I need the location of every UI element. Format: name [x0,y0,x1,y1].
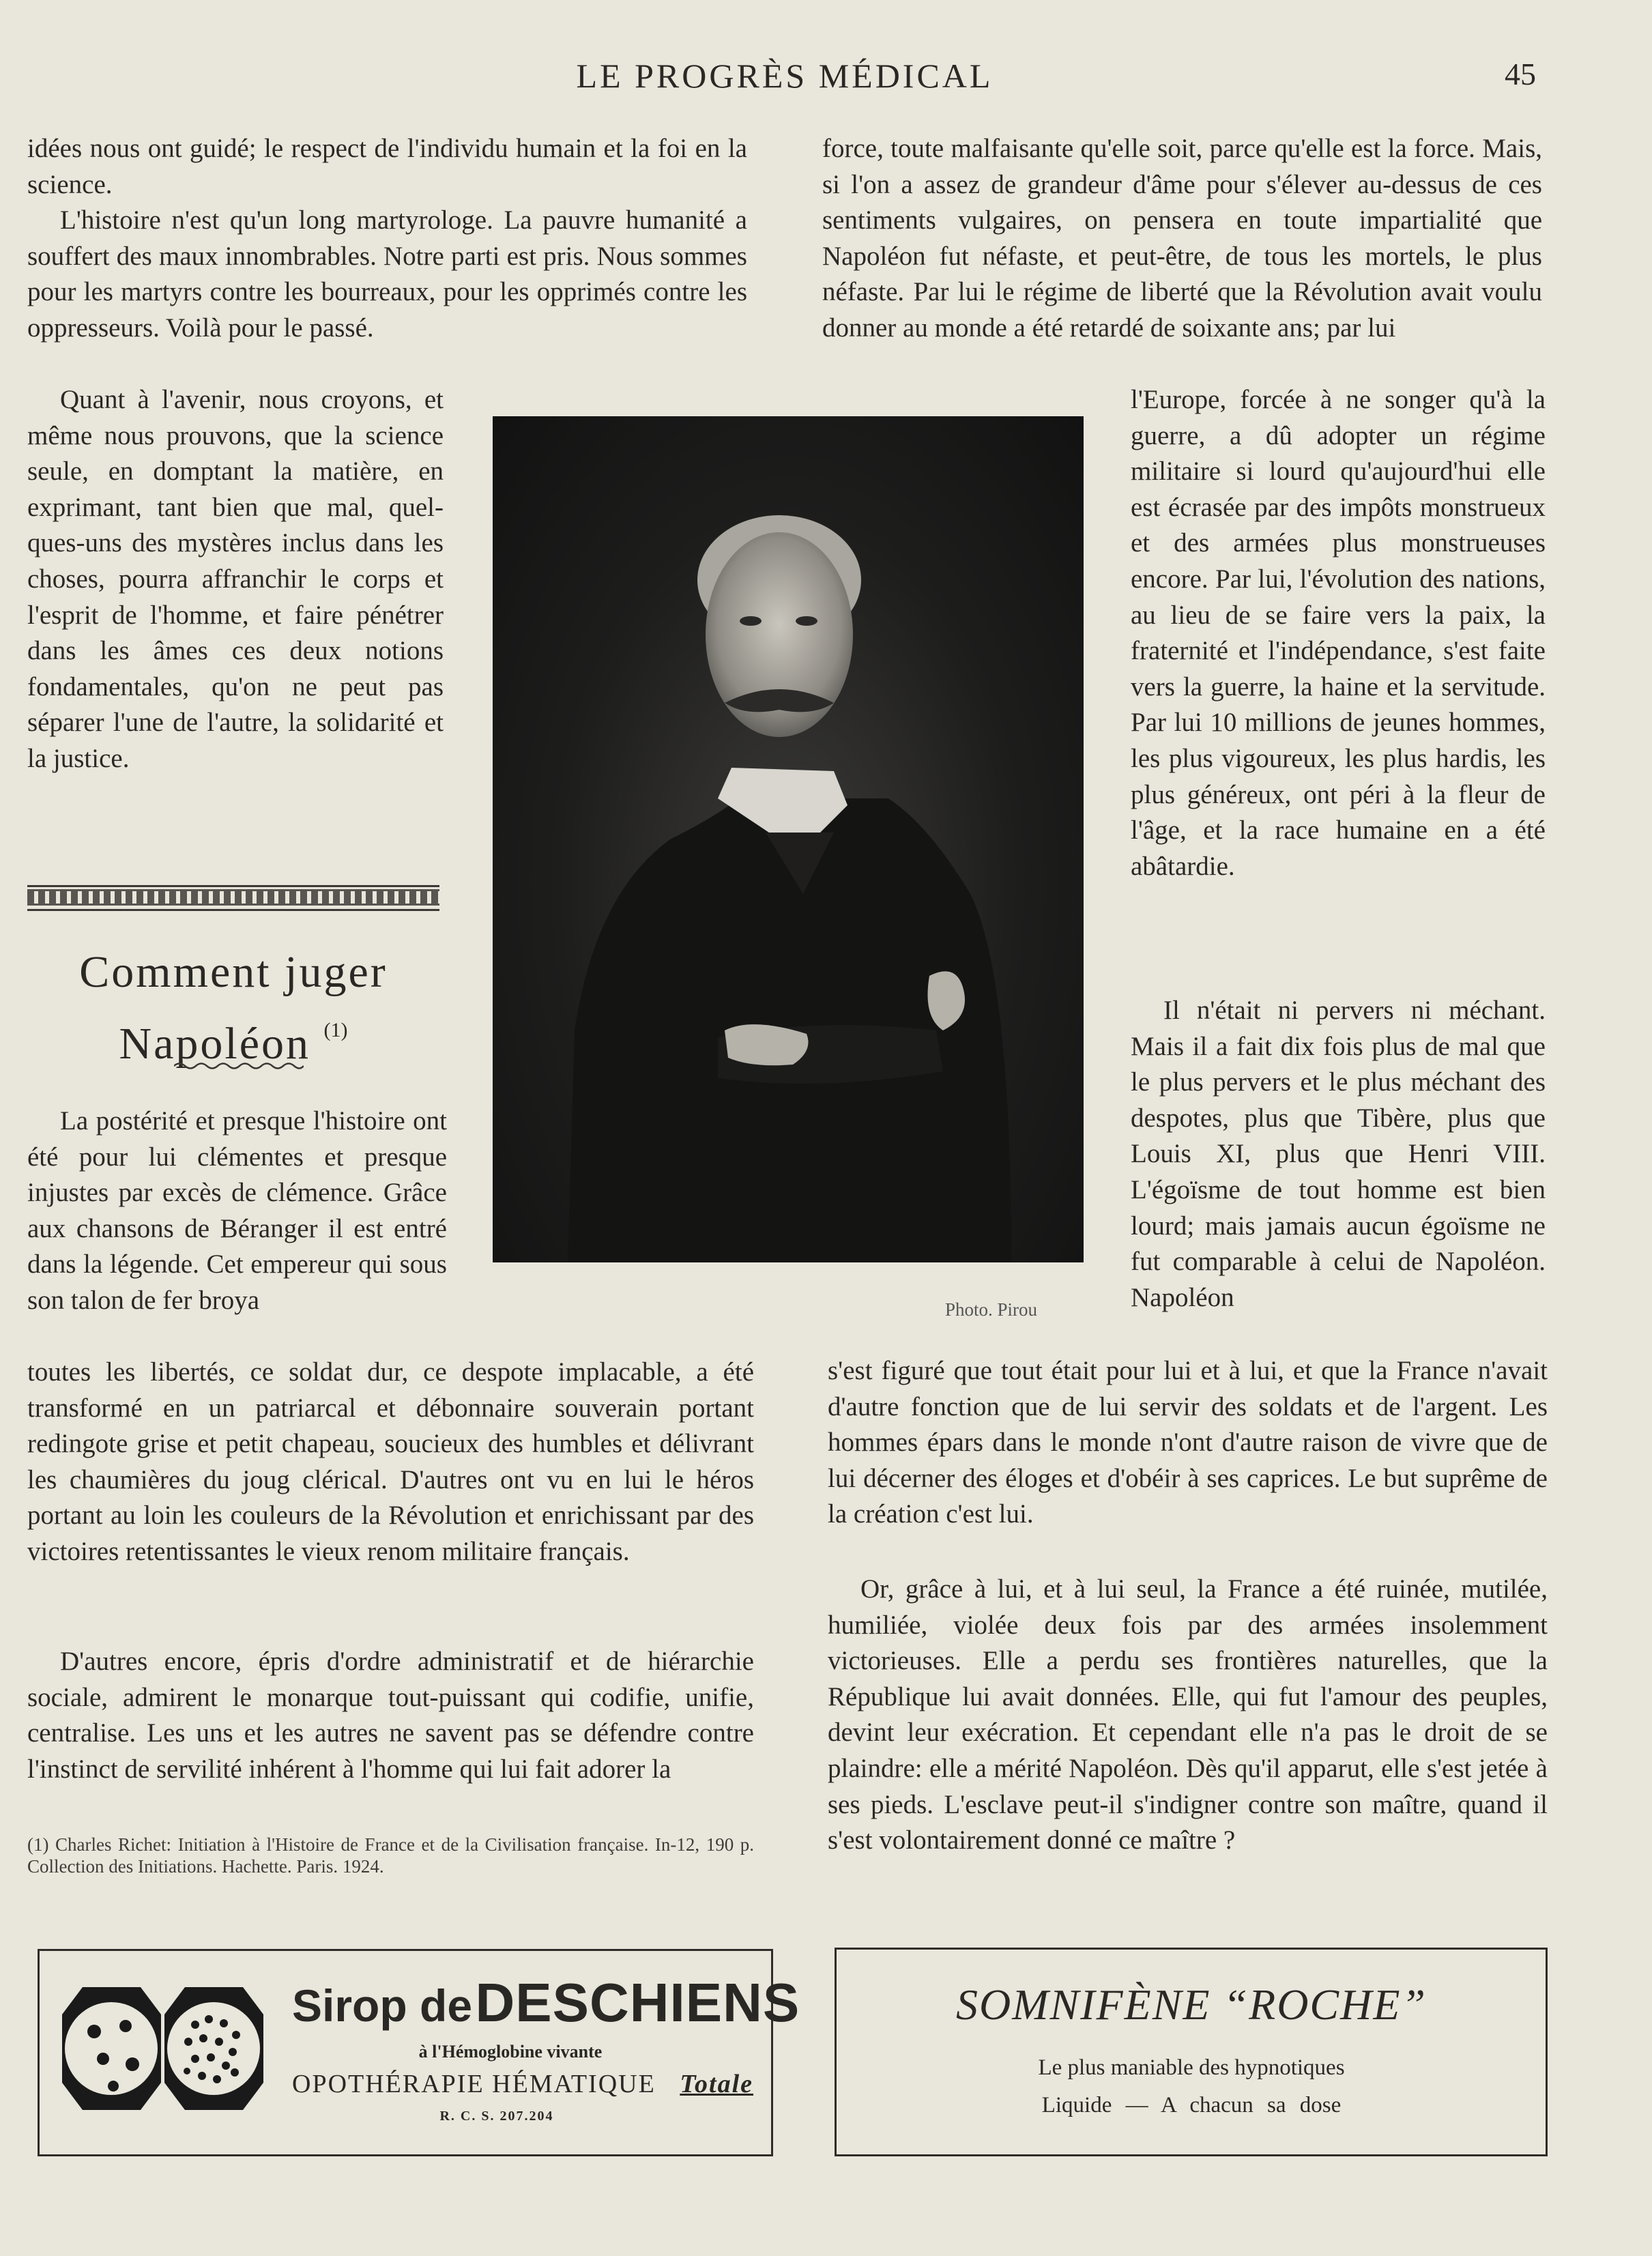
portrait-photo [493,416,1084,1262]
left-paragraph-2: L'histoire n'est qu'un long martyrologe. La pauvre humanité a souffert des maux innombrables. Notre parti est pris. Nous sommes pour les martyrs contre les bourreaux, pour les opprimés contre les oppresseurs. Voilà pour le passé. [27,205,747,343]
article-paragraph-1-narrow: La postérité et presque l'histoire ont été pour lui clémentes et presque injustes par excès de clémence. Grâce aux chansons de Béranger il est entré dans la légende. Cet empereur qui sous son talon de fer broya [27,1106,447,1315]
right-paragraph-1-wide: force, toute malfaisante qu'elle soit, parce qu'elle est la force. Mais, si l'on a assez de grandeur d'âme pour s'élever au-dessus de ces sentiments vulgaires, on pensera en toute impartialité que Napoléon fut néfaste, et peut-être, de tous les mortels, le plus néfaste. Par lui le régime de liberté que la Révolution avait voulu donner au monde a été retardé de soixante ans; par lui [822,134,1542,343]
right-paragraph-3: Or, grâce à lui, et à lui seul, la France a été ruinée, mutilée, humiliée, violée deux fois par des armées insolemment victorieuses. Elle a perdu ses frontières naturelles, que la République lui avait données. Elle, qui fut l'amour des peuples, devint leur exécration. Et cependant elle n'a pas le droit de se plaindre: elle a mérité Napoléon. Dès qu'il apparut, elle s'est jetée à ses pieds. L'esclave peut-il s'indigner contre son maître, quand il s'est volontairement donné ce maître ? [828,1574,1548,1855]
footnote: (1) Charles Richet: Initiation à l'Histoire de France et de la Civilisation française. In-12, 190 p. Collection des Initiations. Hachette. Paris. 1924. [27,1834,754,1877]
roche-title: SOMNIFÈNE “ROCHE” [956,1980,1427,2029]
left-paragraph-1: idées nous ont guidé; le respect de l'individu humain et la foi en la science. [27,134,747,199]
portrait-figure [493,416,1084,1262]
deschiens-rcs: R. C. S. 207.204 [439,2109,554,2124]
article-paragraph-2: D'autres encore, épris d'ordre administratif et de hiérarchie sociale, admirent le monarque tout-puissant qui codifie, unifie, centralise. Les uns et les autres ne savent pas se défendre contre l'instinct de servilité inhérent à l'homme qui lui fait adorer la [27,1647,754,1784]
photo-credit: Photo. Pirou [945,1299,1038,1320]
article-paragraph-1-wide: toutes les libertés, ce soldat dur, ce despote implacable, a été transformé en un patriarcal et débonnaire souverain portant redingote grise et petit chapeau, soucieux des humbles et délivrant les chaumières du joug clérical. D'autres ont vu en lui le héros portant au loin les couleurs de la Révolution et enrichissant par des victoires retentissantes le vieux renom militaire français. [27,1357,754,1566]
article-title-line-2: Napoléon $^{(1)}$ [119,1019,348,1069]
right-paragraph-2-narrow: Il n'était ni pervers ni méchant. Mais il a fait dix fois plus de mal que le plus pervers et le plus méchant des despotes, plus que Tibère, plus que Louis XI, plus que Henri VIII. L'égoïsme de tout homme est bien lourd; mais jamais aucun égoïsme ne fut comparable à celui de Napoléon. Napoléon [1131,996,1546,1312]
deschiens-tagline: OPOTHÉRAPIE HÉMATIQUE Totale [292,2070,754,2098]
article-title-line-1: Comment juger [79,947,388,997]
deschiens-subtitle: à l'Hémoglobine vivante [418,2042,603,2062]
greek-key-ornament [27,889,439,906]
advertisement-deschiens [38,1949,800,2156]
separator-rule [27,885,439,887]
running-header-title: LE PROGRÈS MÉDICAL [576,57,994,95]
title-flourish [174,1061,304,1071]
right-paragraph-2-wide: s'est figuré que tout était pour lui et à lui, et que la France n'avait d'autre fonction que de lui servir des soldats et de l'argent. Les hommes épars dans le monde n'ont d'autre raison de vivre que de lui décerner des éloges et d'obéir à ses caprices. Le but suprême de la création c'est lui. [828,1356,1548,1529]
right-paragraph-1-narrow: l'Europe, forcée à ne songer qu'à la guerre, a dû adopter un régime militaire si lourd qu'aujourd'hui elle est écrasée par des impôts monstrueux et des armées plus monstrueuses encore. Par lui, l'évolution des nations, au lieu de se faire vers la paix, la fraternité et l'indépendance, s'est faite vers la guerre, la haine et la servitude. Par lui 10 millions de jeunes hommes, les plus vigoureux, les plus hardis, les plus généreux, ont péri à la fleur de l'âge, et la race humaine en a été abâtardie. [1131,385,1546,881]
advertisement-somnifene-roche [835,1948,1548,2156]
separator-rule [27,909,439,911]
roche-line-2: Liquide — A chacun sa dose [1041,2093,1342,2117]
deschiens-brand: Sirop de DESCHIENS [292,1972,800,2033]
left-paragraph-3: Quant à l'avenir, nous croyons, et même nous prouvons, que la science seule, en domptant la matière, en exprimant, tant bien que mal, quelques-uns des mystères inclus dans les choses, pourra affranchir le corps et l'esprit de l'homme, et faire pénétrer dans les âmes ces deux notions fondamentales, qu'on ne peut pas séparer l'une de l'autre, la solidarité et la justice. [27,385,444,773]
page-number: 45 [1505,57,1536,91]
roche-line-1: Le plus maniable des hypnotiques [1038,2055,1345,2080]
footnote-marker: (1) [323,1019,348,1041]
blood-cells-logo [45,1984,277,2120]
